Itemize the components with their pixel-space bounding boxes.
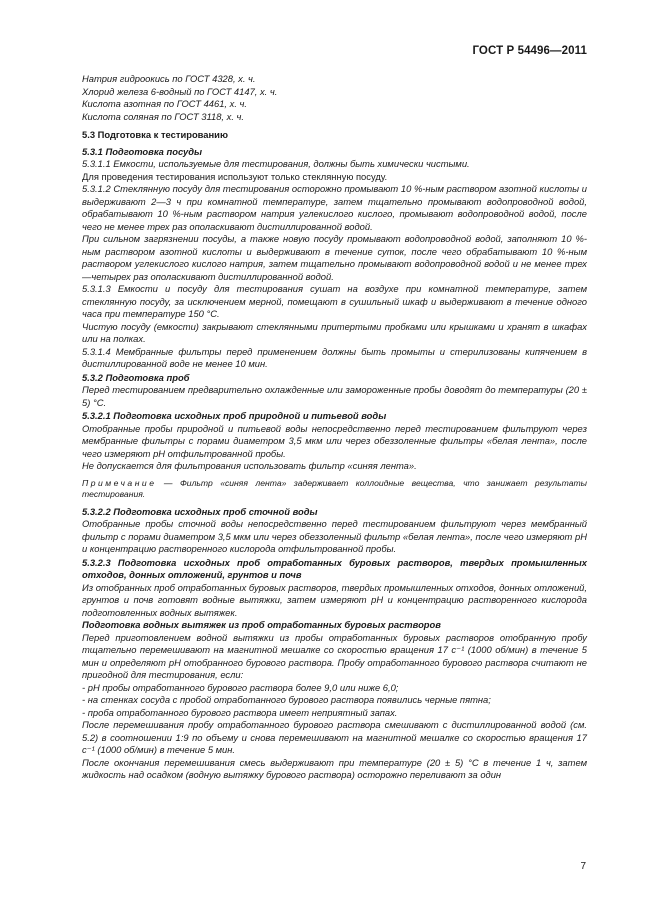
reagent-line: Хлорид железа 6-водный по ГОСТ 4147, х. ч. [82,85,278,97]
subsection-heading: 5.3.2.3 Подготовка исходных проб отработанных буровых растворов, твердых промышленных отходов, донных отложений, грунтов и почв [82,556,587,580]
note-label: Примечание [82,477,157,488]
paragraph: 5.3.1.1 Емкости, используемые для тестирования, должны быть химически чистыми. [82,158,470,169]
paragraph: Отобранные пробы природной и питьевой воды непосредственно перед тестированием фильтруют через мембранные фильтры с порами диаметром 3,5 мкм или через обеззоленные фильтры «белая лента», после чего измеряют pH отфильтрованной пробы. [82,422,587,459]
paragraph: Отобранные пробы сточной воды непосредственно перед тестированием фильтруют через мембранный фильтр с порами диаметром 3,5 мкм или через обеззоленный фильтр «белая лента», после чего измеряют pH и концентрацию растворенного кислорода отфильтрованной пробы. [82,518,587,554]
page-number: 7 [580,861,586,872]
paragraph: Перед приготовлением водной вытяжки из пробы отработанных буровых растворов отобранную пробу тщательно перемешивают на магнитной мешалке со скоростью вращения 17 с⁻¹ (1000 об/мин) в течение 5 мин и определяют pH отобранного бурового раствора. Пробу отработанного бурового раствора считают не пригодной для тестирования, если: [82,631,587,680]
list-item: - pH пробы отработанного бурового раствора более 9,0 или ниже 6,0; [82,681,399,693]
subsection-heading: 5.3.2.2 Подготовка исходных проб сточной воды [82,505,318,517]
paragraph: После окончания перемешивания смесь выдерживают при температуре (20 ± 5) °С в течение 1 ч, затем жидкость над осадком (водную вытяжку бурового раствора) осторожно переливают за один [82,756,587,780]
subsection-heading: 5.3.1 Подготовка посуды [82,145,203,157]
note [82,478,587,501]
list-item: - проба отработанного бурового раствора имеет неприятный запах. [82,706,398,718]
paragraph: 5.3.1.2 Стеклянную посуду для тестирования осторожно промывают 10 %-ным раствором азотной кислоты и выдерживают 2—3 ч при комнатной температуре, затем тщательно промывают водопроводной водой, обрабатывают 10 %-ным раствором натрия углекислого кислого, промывают водопроводной водой, после чего не менее трех раз ополаскивают дистиллированной водой. [82,183,587,232]
reagent-line: Кислота азотная по ГОСТ 4461, х. ч. [82,98,247,109]
standard-header: ГОСТ Р 54496—2011 [472,45,587,57]
paragraph: При сильном загрязнении посуды, а также новую посуду промывают водопроводной водой, заполняют 10 %-ным раствором азотной кислоты и выдерживают в течение суток, после чего обрабатывают 10 %-ным раствором углекислого кислого натрия, затем тщательно промывают водопроводной водой и не менее трех—четырех раз ополаскивают дистиллированной водой. [82,233,587,282]
subsection-heading: 5.3.2 Подготовка проб [82,371,190,383]
paragraph: Перед тестированием предварительно охлажденные или замороженные пробы доводят до температуры (20 ± 5) °С. [82,384,587,408]
paragraph: 5.3.1.4 Мембранные фильтры перед применением должны быть промыты и стерилизованы кипячением в дистиллированной воде не менее 10 мин. [82,345,587,369]
subsection-heading: 5.3.2.1 Подготовка исходных проб природной и питьевой воды [82,410,387,421]
list-item: - на стенках сосуда с пробой отработанного бурового раствора появились черные пятна; [82,694,491,705]
paragraph: После перемешивания пробу отработанного бурового раствора смешивают с дистиллированной водой (см. 5.2) в соотношении 1:9 по объему и снова перемешивают на магнитной мешалке со скоростью вращения 17 с⁻¹ (1000 об/мин) в течение 5 мин. [82,719,587,755]
note-text: — Фильтр «синяя лента» задерживает коллоидные вещества, что занижает результаты тестирования. [82,477,587,499]
subsection-heading: Подготовка водных вытяжек из проб отработанных буровых растворов [82,619,441,630]
paragraph: 5.3.1.3 Емкости и посуду для тестирования сушат на воздухе при комнатной температуре, затем стеклянную посуду, за исключением мерной, помещают в сушильный шкаф и выдерживают в течение одного часа при температуре 150 °С. [82,283,587,319]
document-body [82,73,587,782]
reagent-line: Натрия гидроокись по ГОСТ 4328, х. ч. [82,73,256,84]
paragraph: Из отобранных проб отработанных буровых растворов, твердых промышленных отходов, донных отложений, грунтов и почв готовят водные вытяжки, затем измеряют pH и концентрацию растворенного кислорода подготовленных водных вытяжек. [82,581,587,618]
paragraph: Не допускается для фильтрования использовать фильтр «синяя лента». [82,460,417,471]
paragraph: Чистую посуду (емкости) закрывают стеклянными притертыми пробками или крышками и хранят в шкафах или на полках. [82,320,587,344]
reagent-line: Кислота соляная по ГОСТ 3118, х. ч. [82,110,244,122]
paragraph: Для проведения тестирования используют только стеклянную посуду. [82,170,388,182]
section-heading: 5.3 Подготовка к тестированию [82,129,228,140]
